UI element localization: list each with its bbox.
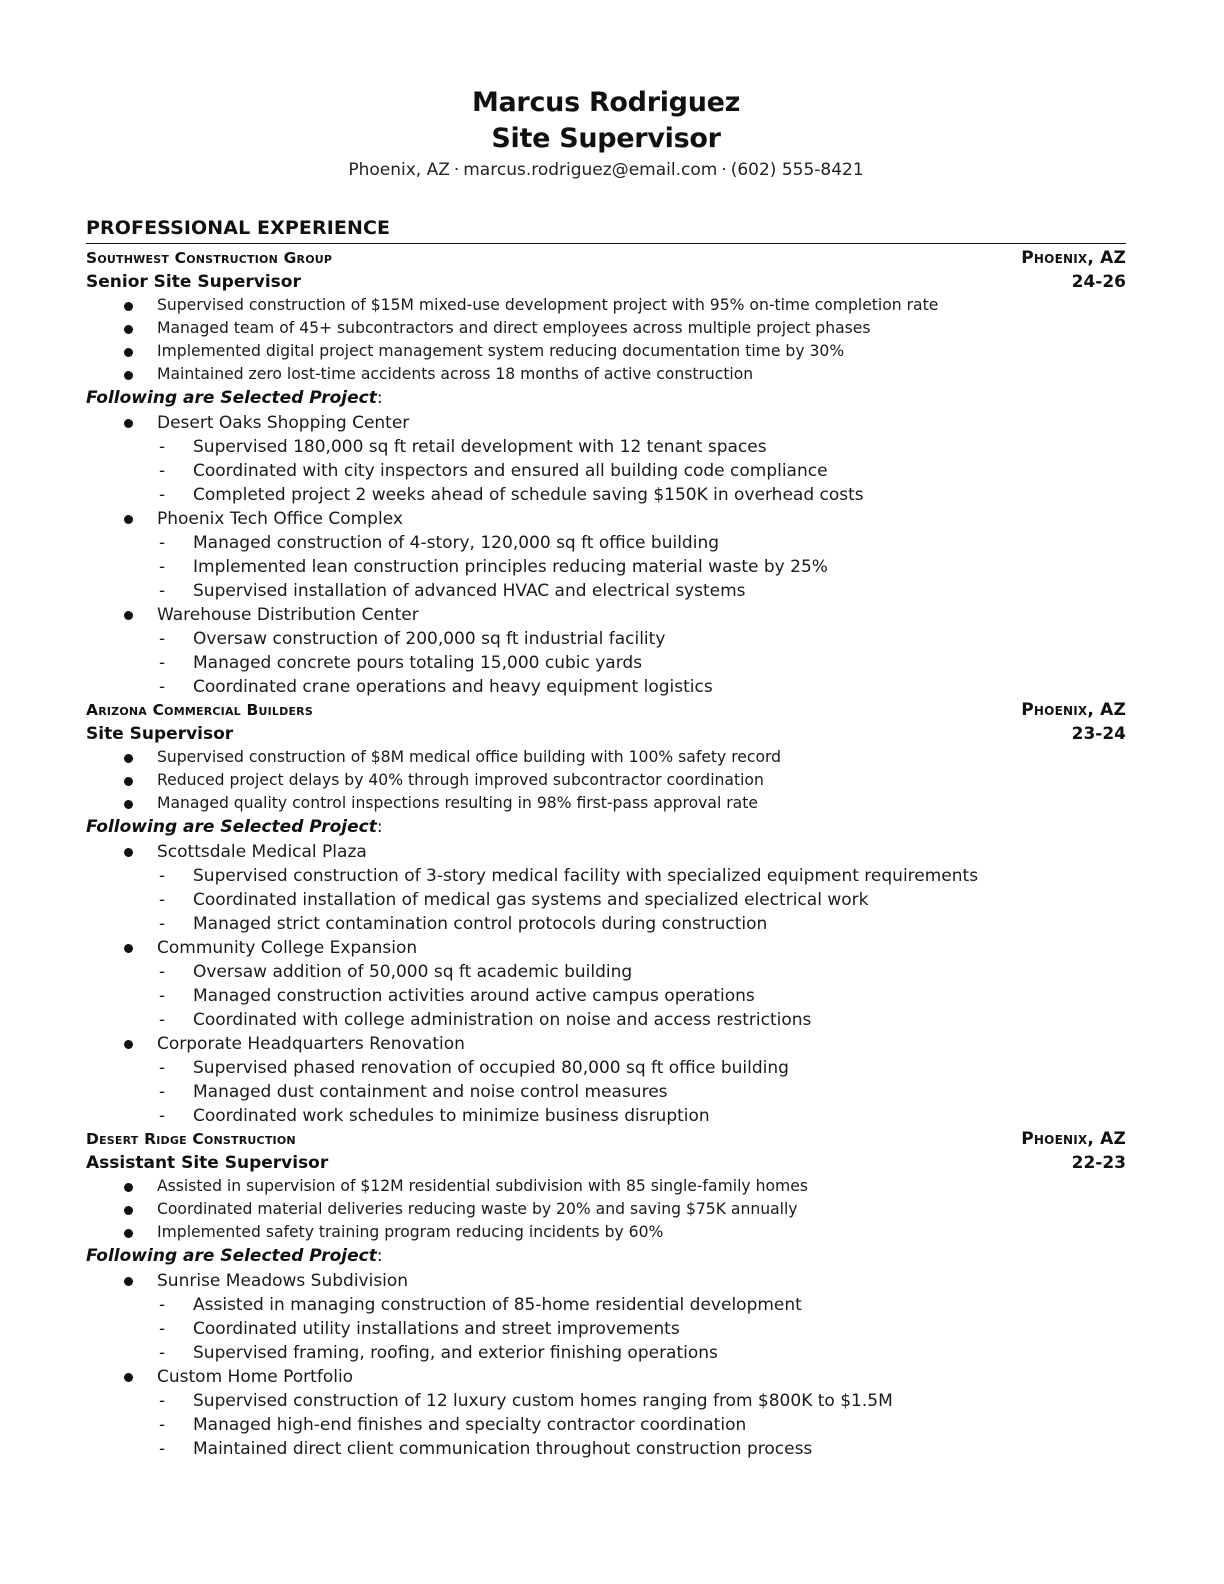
- project-detail-text: Coordinated utility installations and street improvements: [193, 1319, 680, 1339]
- project-name: Community College Expansion: [157, 938, 418, 958]
- contact-separator: ·: [721, 160, 727, 180]
- project-detail-text: Managed concrete pours totaling 15,000 cubic yards: [193, 653, 643, 673]
- achievement-text: Supervised construction of $8M medical office building with 100% safety record: [157, 748, 782, 766]
- project-detail: [86, 579, 1126, 603]
- role-row: [86, 270, 1126, 294]
- company-name: Southwest Construction Group: [86, 249, 333, 267]
- job-location: Phoenix, AZ: [1021, 1129, 1126, 1149]
- dash-icon: -: [159, 533, 166, 553]
- bullet-icon: [124, 1183, 133, 1192]
- achievement-item: [86, 294, 1126, 317]
- project-name: Sunrise Meadows Subdivision: [157, 1271, 409, 1291]
- job-entry: [86, 1128, 1126, 1461]
- project-detail: [86, 984, 1126, 1008]
- job-location: Phoenix, AZ: [1021, 700, 1126, 720]
- dash-icon: -: [159, 866, 166, 886]
- company-row: [86, 247, 1126, 270]
- contact-email[interactable]: marcus.rodriguez@email.com: [463, 160, 718, 180]
- contact-phone[interactable]: (602) 555-8421: [730, 160, 864, 180]
- dash-icon: -: [159, 557, 166, 577]
- dash-icon: -: [159, 1391, 166, 1411]
- dash-icon: -: [159, 677, 166, 697]
- project-item: [86, 840, 1126, 864]
- project-detail-text: Coordinated with college administration on noise and access restrictions: [193, 1010, 812, 1030]
- project-item: [86, 603, 1126, 627]
- section-divider: [86, 243, 1126, 244]
- achievement-text: Managed team of 45+ subcontractors and direct employees across multiple project phases: [157, 319, 871, 337]
- role-row: [86, 1151, 1126, 1175]
- project-item: [86, 411, 1126, 435]
- project-name: Scottsdale Medical Plaza: [157, 842, 367, 862]
- job-role: Senior Site Supervisor: [86, 272, 301, 292]
- project-detail: [86, 555, 1126, 579]
- project-detail-text: Managed dust containment and noise control measures: [193, 1082, 668, 1102]
- achievement-item: [86, 769, 1126, 792]
- project-item: [86, 936, 1126, 960]
- bullet-icon: [124, 754, 133, 763]
- project-detail-text: Coordinated installation of medical gas systems and specialized electrical work: [193, 890, 869, 910]
- achievement-item: [86, 746, 1126, 769]
- contact-line: [86, 158, 1126, 182]
- selected-projects-heading: [86, 815, 1126, 840]
- job-dates: 24-26: [1071, 272, 1126, 292]
- achievement-text: Implemented digital project management system reducing documentation time by 30%: [157, 342, 845, 360]
- dash-icon: -: [159, 962, 166, 982]
- bullet-icon: [124, 371, 133, 380]
- dash-icon: -: [159, 1082, 166, 1102]
- selected-projects-colon: :: [376, 388, 383, 408]
- bullet-icon: [124, 419, 133, 428]
- dash-icon: -: [159, 1295, 166, 1315]
- project-detail-text: Coordinated work schedules to minimize business disruption: [193, 1106, 710, 1126]
- bullet-icon: [124, 515, 133, 524]
- project-name: Corporate Headquarters Renovation: [157, 1034, 465, 1054]
- project-detail-text: Coordinated crane operations and heavy equipment logistics: [193, 677, 713, 697]
- job-dates: 22-23: [1071, 1153, 1126, 1173]
- project-detail: [86, 435, 1126, 459]
- dash-icon: -: [159, 1415, 166, 1435]
- project-detail-text: Completed project 2 weeks ahead of schedule saving $150K in overhead costs: [193, 485, 864, 505]
- project-item: [86, 1365, 1126, 1389]
- project-name: Desert Oaks Shopping Center: [157, 413, 410, 433]
- project-item: [86, 1032, 1126, 1056]
- project-detail: [86, 1437, 1126, 1461]
- dash-icon: -: [159, 1106, 166, 1126]
- project-name: Warehouse Distribution Center: [157, 605, 419, 625]
- job-location: Phoenix, AZ: [1021, 248, 1126, 268]
- bullet-icon: [124, 1277, 133, 1286]
- project-detail: [86, 1341, 1126, 1365]
- bullet-icon: [124, 777, 133, 786]
- achievement-item: [86, 317, 1126, 340]
- dash-icon: -: [159, 1343, 166, 1363]
- project-detail-text: Supervised construction of 3-story medical facility with specialized equipment requirements: [193, 866, 979, 886]
- company-name: Desert Ridge Construction: [86, 1130, 296, 1148]
- contact-separator: ·: [453, 160, 460, 180]
- project-detail: [86, 1080, 1126, 1104]
- project-item: [86, 507, 1126, 531]
- dash-icon: -: [159, 437, 166, 457]
- achievement-item: [86, 340, 1126, 363]
- job-role: Site Supervisor: [86, 724, 234, 744]
- selected-projects-colon: :: [376, 817, 383, 837]
- selected-projects-label: Following are Selected Project: [86, 388, 377, 408]
- project-detail-text: Implemented lean construction principles reducing material waste by 25%: [193, 557, 828, 577]
- company-row: [86, 699, 1126, 722]
- project-detail: [86, 651, 1126, 675]
- bullet-icon: [124, 848, 133, 857]
- achievement-text: Implemented safety training program reducing incidents by 60%: [157, 1223, 664, 1241]
- project-detail-text: Managed construction of 4-story, 120,000 sq ft office building: [193, 533, 720, 553]
- achievement-text: Supervised construction of $15M mixed-use development project with 95% on-time completion rate: [157, 296, 939, 314]
- project-detail-text: Supervised framing, roofing, and exterior finishing operations: [193, 1343, 718, 1363]
- project-detail-text: Oversaw construction of 200,000 sq ft industrial facility: [193, 629, 666, 649]
- project-detail: [86, 1413, 1126, 1437]
- dash-icon: -: [159, 914, 166, 934]
- dash-icon: -: [159, 986, 166, 1006]
- dash-icon: -: [159, 1439, 166, 1459]
- job-dates: 23-24: [1071, 724, 1126, 744]
- bullet-icon: [124, 1229, 133, 1238]
- job-entry: [86, 247, 1126, 699]
- bullet-icon: [124, 1040, 133, 1049]
- dash-icon: -: [159, 1058, 166, 1078]
- dash-icon: -: [159, 653, 166, 673]
- achievement-item: [86, 792, 1126, 815]
- achievement-item: [86, 363, 1126, 386]
- achievement-item: [86, 1198, 1126, 1221]
- bullet-icon: [124, 1373, 133, 1382]
- project-detail: [86, 1056, 1126, 1080]
- dash-icon: -: [159, 629, 166, 649]
- bullet-icon: [124, 611, 133, 620]
- bullet-icon: [124, 325, 133, 334]
- project-detail-text: Managed high-end finishes and specialty contractor coordination: [193, 1415, 747, 1435]
- selected-projects-heading: [86, 386, 1126, 411]
- dash-icon: -: [159, 461, 166, 481]
- achievement-text: Coordinated material deliveries reducing waste by 20% and saving $75K annually: [157, 1200, 798, 1218]
- bullet-icon: [124, 348, 133, 357]
- project-detail: [86, 1317, 1126, 1341]
- achievement-text: Reduced project delays by 40% through improved subcontractor coordination: [157, 771, 764, 789]
- project-detail: [86, 1293, 1126, 1317]
- company-name: Arizona Commercial Builders: [86, 701, 313, 719]
- selected-projects-colon: :: [376, 1246, 383, 1266]
- selected-projects-label: Following are Selected Project: [86, 817, 377, 837]
- project-detail-text: Managed construction activities around active campus operations: [193, 986, 755, 1006]
- experience-list: [86, 247, 1126, 1461]
- project-detail: [86, 864, 1126, 888]
- dash-icon: -: [159, 1010, 166, 1030]
- dash-icon: -: [159, 1319, 166, 1339]
- bullet-icon: [124, 1206, 133, 1215]
- project-detail: [86, 627, 1126, 651]
- project-detail: [86, 483, 1126, 507]
- project-detail: [86, 1389, 1126, 1413]
- project-detail: [86, 459, 1126, 483]
- project-name: Custom Home Portfolio: [157, 1367, 354, 1387]
- job-entry: [86, 699, 1126, 1128]
- project-detail-text: Supervised construction of 12 luxury custom homes ranging from $800K to $1.5M: [193, 1391, 893, 1411]
- dash-icon: -: [159, 485, 166, 505]
- project-detail: [86, 888, 1126, 912]
- achievement-item: [86, 1221, 1126, 1244]
- project-detail-text: Supervised installation of advanced HVAC and electrical systems: [193, 581, 746, 601]
- achievement-text: Assisted in supervision of $12M residential subdivision with 85 single-family homes: [157, 1177, 808, 1195]
- candidate-name: Marcus Rodriguez: [471, 87, 741, 118]
- dash-icon: -: [159, 581, 166, 601]
- selected-projects-heading: [86, 1244, 1126, 1269]
- project-detail-text: Coordinated with city inspectors and ensured all building code compliance: [193, 461, 828, 481]
- project-detail-text: Oversaw addition of 50,000 sq ft academic building: [193, 962, 633, 982]
- project-item: [86, 1269, 1126, 1293]
- project-name: Phoenix Tech Office Complex: [157, 509, 403, 529]
- section-title-experience: PROFESSIONAL EXPERIENCE: [86, 217, 391, 239]
- bullet-icon: [124, 800, 133, 809]
- selected-projects-label: Following are Selected Project: [86, 1246, 377, 1266]
- project-detail: [86, 1104, 1126, 1128]
- achievement-text: Managed quality control inspections resulting in 98% first-pass approval rate: [157, 794, 758, 812]
- role-row: [86, 722, 1126, 746]
- project-detail-text: Supervised phased renovation of occupied 80,000 sq ft office building: [193, 1058, 789, 1078]
- project-detail: [86, 912, 1126, 936]
- project-detail-text: Managed strict contamination control protocols during construction: [193, 914, 768, 934]
- project-detail-text: Supervised 180,000 sq ft retail development with 12 tenant spaces: [193, 437, 767, 457]
- bullet-icon: [124, 302, 133, 311]
- achievement-item: [86, 1175, 1126, 1198]
- company-row: [86, 1128, 1126, 1151]
- candidate-title: Site Supervisor: [491, 123, 721, 154]
- project-detail: [86, 1008, 1126, 1032]
- dash-icon: -: [159, 890, 166, 910]
- project-detail: [86, 531, 1126, 555]
- contact-location: Phoenix, AZ: [348, 160, 450, 180]
- project-detail-text: Assisted in managing construction of 85-home residential development: [193, 1295, 802, 1315]
- job-role: Assistant Site Supervisor: [86, 1153, 329, 1173]
- project-detail-text: Maintained direct client communication throughout construction process: [193, 1439, 813, 1459]
- project-detail: [86, 960, 1126, 984]
- bullet-icon: [124, 944, 133, 953]
- project-detail: [86, 675, 1126, 699]
- achievement-text: Maintained zero lost-time accidents across 18 months of active construction: [157, 365, 754, 383]
